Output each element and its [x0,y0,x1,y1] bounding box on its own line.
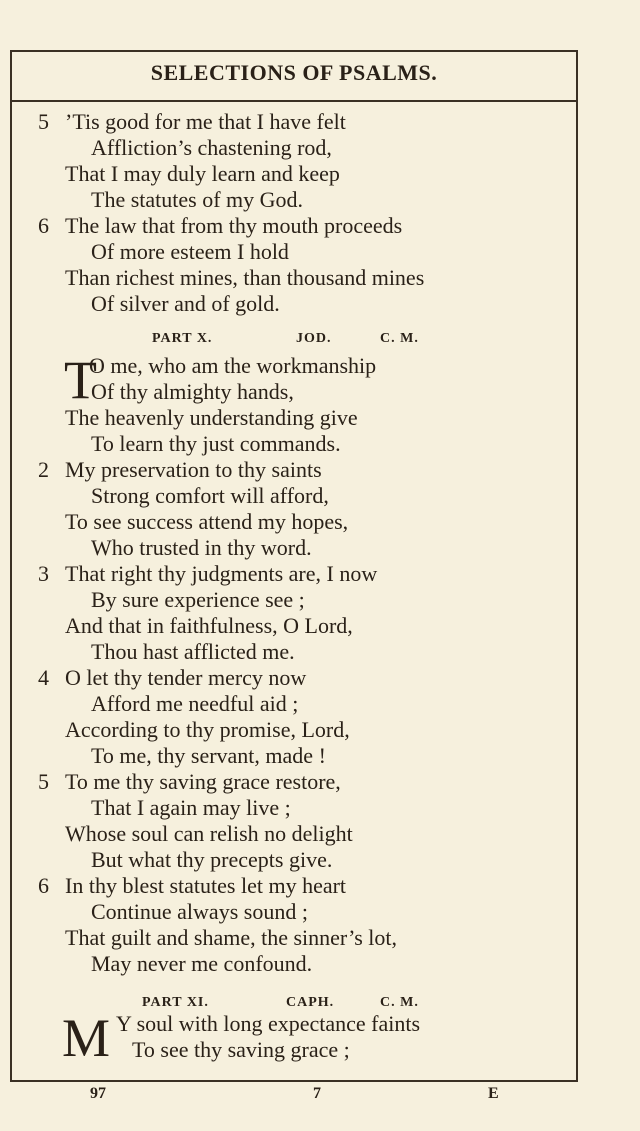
verse-line: 5 To me thy saving grace restore, [38,769,341,794]
drop-cap: T [64,350,97,410]
verse-line: Of thy almighty hands, [91,379,294,404]
verse-line: M Y soul with long expectance faints [62,1008,421,1068]
part-number: PART X. [152,331,213,346]
verse-line: Of silver and of gold. [91,291,280,316]
verse-number: 4 [38,665,49,690]
verse-number: 5 [38,109,49,134]
verse-line: 5 ’Tis good for me that I have felt [38,109,346,134]
part-heading [40,317,580,353]
text-column [38,109,580,1068]
verse-line: The heavenly understanding give [65,405,358,430]
verse-number: 2 [38,457,49,482]
verse-line: That guilt and shame, the sinner’s lot, [65,925,397,950]
verse-line: Who trusted in thy word. [91,535,312,560]
verse-line: The statutes of my God. [91,187,304,212]
part-meter: C. M. [380,331,419,346]
verse-line: To see success attend my hopes, [65,509,349,534]
signature-mark: 7 [313,1085,321,1102]
verse-line: Strong comfort will afford, [91,483,329,508]
verse-line: That I again may live ; [91,795,291,820]
verse-line: Afford me needful aid ; [91,691,299,716]
verse-line: By sure experience see ; [91,587,305,612]
drop-cap: M [62,1008,111,1068]
verse-line: Continue always sound ; [91,899,308,924]
verse-line: Whose soul can relish no delight [65,821,353,846]
verse-number: 6 [38,873,49,898]
verse-line: Than richest mines, than thousand mines [65,265,425,290]
verse-line: 4 O let thy tender mercy now [38,665,307,690]
part-number: PART XI. [142,995,209,1010]
verse-line: And that in faithfulness, O Lord, [65,613,353,638]
header-rule [12,100,576,102]
verse-line: Affliction’s chastening rod, [91,135,332,160]
verse-line: To me, thy servant, made ! [91,743,326,768]
part-heading [40,977,580,1011]
verse-line: To learn thy just commands. [91,431,341,456]
signature-number: 97 [90,1085,106,1102]
verse-line: Thou hast afflicted me. [91,639,295,664]
part-letter: JOD. [296,331,332,346]
verse-number: 5 [38,769,49,794]
verse-line: 6 In thy blest statutes let my heart [38,873,347,898]
verse-line: According to thy promise, Lord, [65,717,350,742]
part-letter: CAPH. [286,995,335,1010]
page-title: SELECTIONS OF PSALMS. [150,60,438,85]
verse-number: 3 [38,561,49,586]
verse-line: To see thy saving grace ; [132,1037,350,1062]
verse-line: T O me, who am the workmanship [64,350,377,410]
part-meter: C. M. [380,995,419,1010]
verse-line: May never me confound. [91,951,313,976]
verse-line: 2 My preservation to thy saints [38,457,322,482]
verse-line: 3 That right thy judgments are, I now [38,561,378,586]
verse-line: But what thy precepts give. [91,847,333,872]
gathering-letter: E [488,1085,499,1102]
verse-line: 6 The law that from thy mouth proceeds [38,213,403,238]
verse-number: 6 [38,213,49,238]
verse-line: That I may duly learn and keep [65,161,340,186]
verse-line: Of more esteem I hold [91,239,289,264]
